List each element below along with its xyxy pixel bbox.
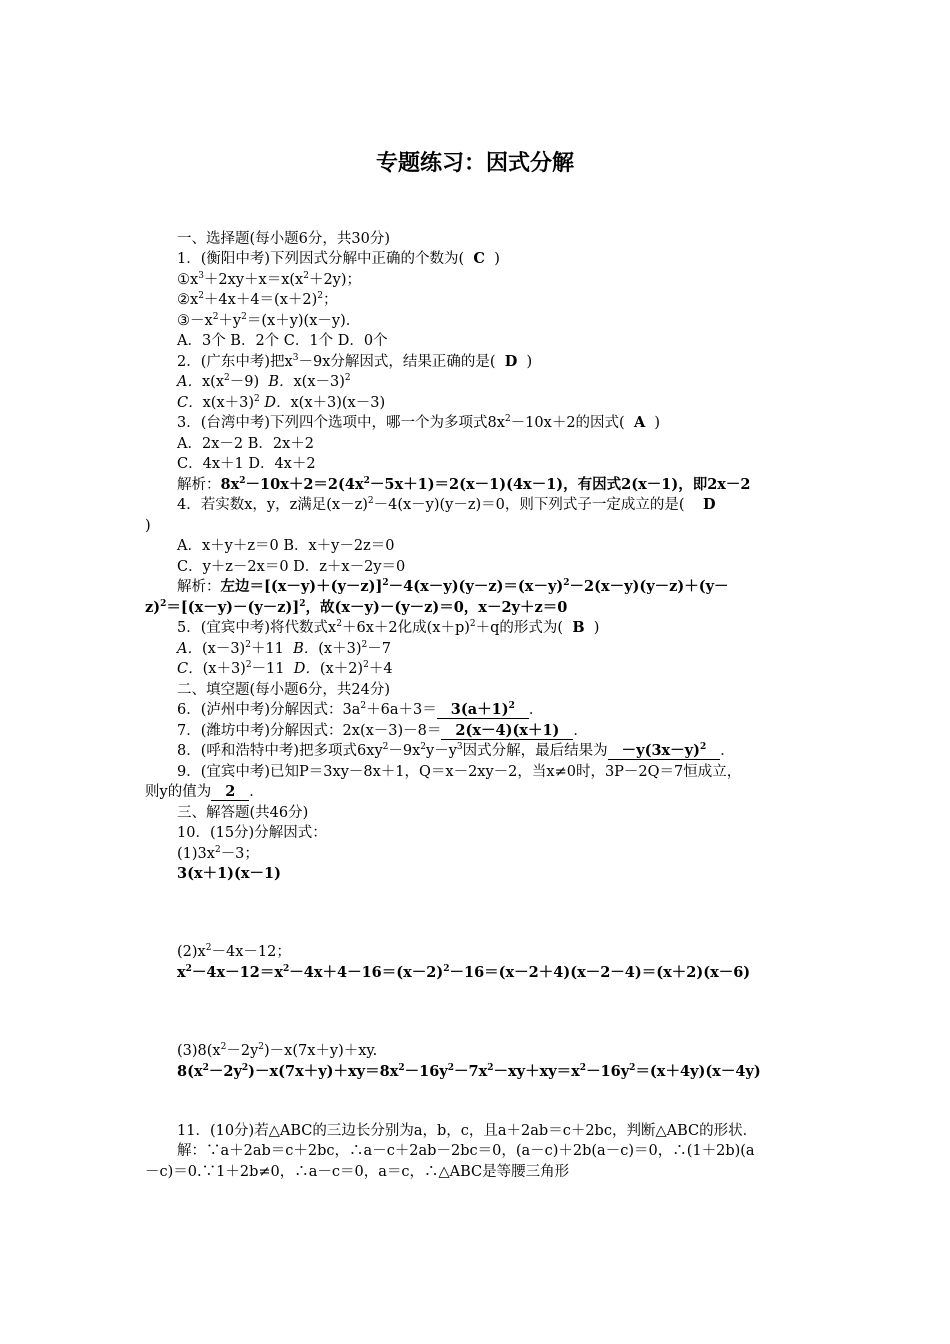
q10-part2: $(2)x^2-4x-12$； (177, 943, 291, 960)
q6: 6．(泸州中考)分解因式：$3a^2+6a+3= 3(a+1)^2$ ． (177, 701, 544, 718)
q4-options-ab: A．x＋y＋z＝0 B．x＋y－2z＝0 (177, 538, 395, 554)
q11-solution-line2: －c)＝0.∵1＋2b≠0，∴a－c＝0，a＝c，∴△ABC是等腰三角形 (145, 1164, 570, 1180)
q3-stem: 3．(台湾中考)下列四个选项中，哪一个为多项式$8x^2-10x+2$的因式( A ) (177, 414, 661, 431)
page-title: 专题练习：因式分解 (375, 151, 574, 176)
q10-part3: $(3)8(x^2-2y^2)-x(7x+y)+xy$. (177, 1042, 378, 1059)
section-2-header: 二、填空题(每小题6分，共24分) (177, 682, 390, 698)
q1-stem: 1．(衡阳中考)下列因式分解中正确的个数为( C ) (177, 250, 500, 267)
q3-options-ab: A．2x－2 B．2x＋2 (177, 436, 314, 452)
q7: 7．(潍坊中考)分解因式：2x(x－3)－8＝ 2(x－4)(x＋1) ． (177, 722, 588, 739)
q1-options: A．3个 B．2个 C．1个 D．0个 (177, 333, 388, 349)
q11-stem: 11．(10分)若△ABC的三边长分别为a，b，c，且a＋2ab＝c＋2bc，判断△ABC的形状． (177, 1123, 758, 1139)
q1-item-3: $③-x^2+y^2=(x+y)(x-y)$． (177, 312, 361, 329)
q3-analysis: 解析：$8x^2-10x+2=2(4x^2-5x+1)=2(x-1)(4x-1)$，有因式2(x－1)，即2x－2 (177, 476, 751, 493)
q4-stem-close: ) (145, 518, 151, 534)
q10-stem: 10．(15分)分解因式： (177, 825, 327, 841)
section-1-header: 一、选择题(每小题6分，共30分) (177, 231, 390, 247)
q4-analysis-line1: 解析：左边$=[(x-y)+(y-z)]^2-4(x-y)(y-z)=(x-y)^2-2(x-y)(y-z)+(y-$ (177, 578, 729, 595)
q9-line2: 则y的值为 2 ． (145, 783, 264, 800)
section-3-header: 三、解答题(共46分) (177, 805, 309, 821)
q10-part3-answer: $8(x^2-2y^2)-x(7x+y)+xy=8x^2-16y^2-7x^2-xy+xy=x^2-16y^2=(x+4y)(x-4y)$ (177, 1063, 761, 1080)
q2-stem: 2．(广东中考)把$x^3-9x$分解因式，结果正确的是( D ) (177, 353, 533, 370)
q8: 8．(呼和浩特中考)把多项式$6xy^2-9x^2y-y^3$因式分解，最后结果为 $-y(3x-y)^2$ ． (177, 742, 735, 759)
q3-options-cd: C．4x＋1 D．4x＋2 (177, 456, 316, 472)
q4-options-cd: C．y＋z－2x＝0 D．z＋x－2y＝0 (177, 559, 406, 575)
q5-stem: 5．(宜宾中考)将代数式$x^2+6x+2$化成$(x+p)^2+q$的形式为( B ) (177, 619, 600, 636)
q10-part1-answer: 3(x＋1)(x－1) (177, 865, 281, 882)
q2-options-ab: A．$x(x^2-9)$ B．$x(x-3)^2$ (177, 373, 351, 390)
q1-item-2: $②x^2+4x+4=(x+2)^2$； (177, 291, 338, 308)
q10-part2-answer: $x^2-4x-12=x^2-4x+4-16=(x-2)^2-16=(x-2+4)(x-2-4)=(x+2)(x-6)$ (177, 964, 751, 981)
q11-solution-line1: 解：∵a＋2ab＝c＋2bc，∴a－c＋2ab－2bc＝0，(a－c)＋2b(a－c)＝0，∴(1＋2b)(a (177, 1143, 755, 1159)
q4-stem: 4．若实数x，y，z满足$(x-z)^2-4(x-y)(y-z)=0$，则下列式子一定成立的是( D (177, 496, 716, 513)
q10-part1: $(1)3x^2-3$； (177, 845, 259, 862)
q5-options-cd: C．$(x+3)^2-11$ D．$(x+2)^2+4$ (177, 660, 393, 677)
q1-item-1: $①x^3+2xy+x=x(x^2+2y)$； (177, 271, 362, 288)
q9-line1: 9．(宜宾中考)已知P＝3xy－8x＋1，Q＝x－2xy－2，当x≠0时，3P－2Q＝7恒成立， (177, 764, 742, 780)
q2-options-cd: C．$x(x+3)^2$ D．x(x＋3)(x－3) (177, 394, 386, 411)
q4-analysis-line2: $z)^2=[(x-y)-(y-z)]^2$，故(x－y)－(y－z)＝0，x－2y＋z＝0 (145, 599, 568, 616)
q5-options-ab: A．$(x-3)^2+11$ B．$(x+3)^2-7$ (177, 640, 391, 657)
